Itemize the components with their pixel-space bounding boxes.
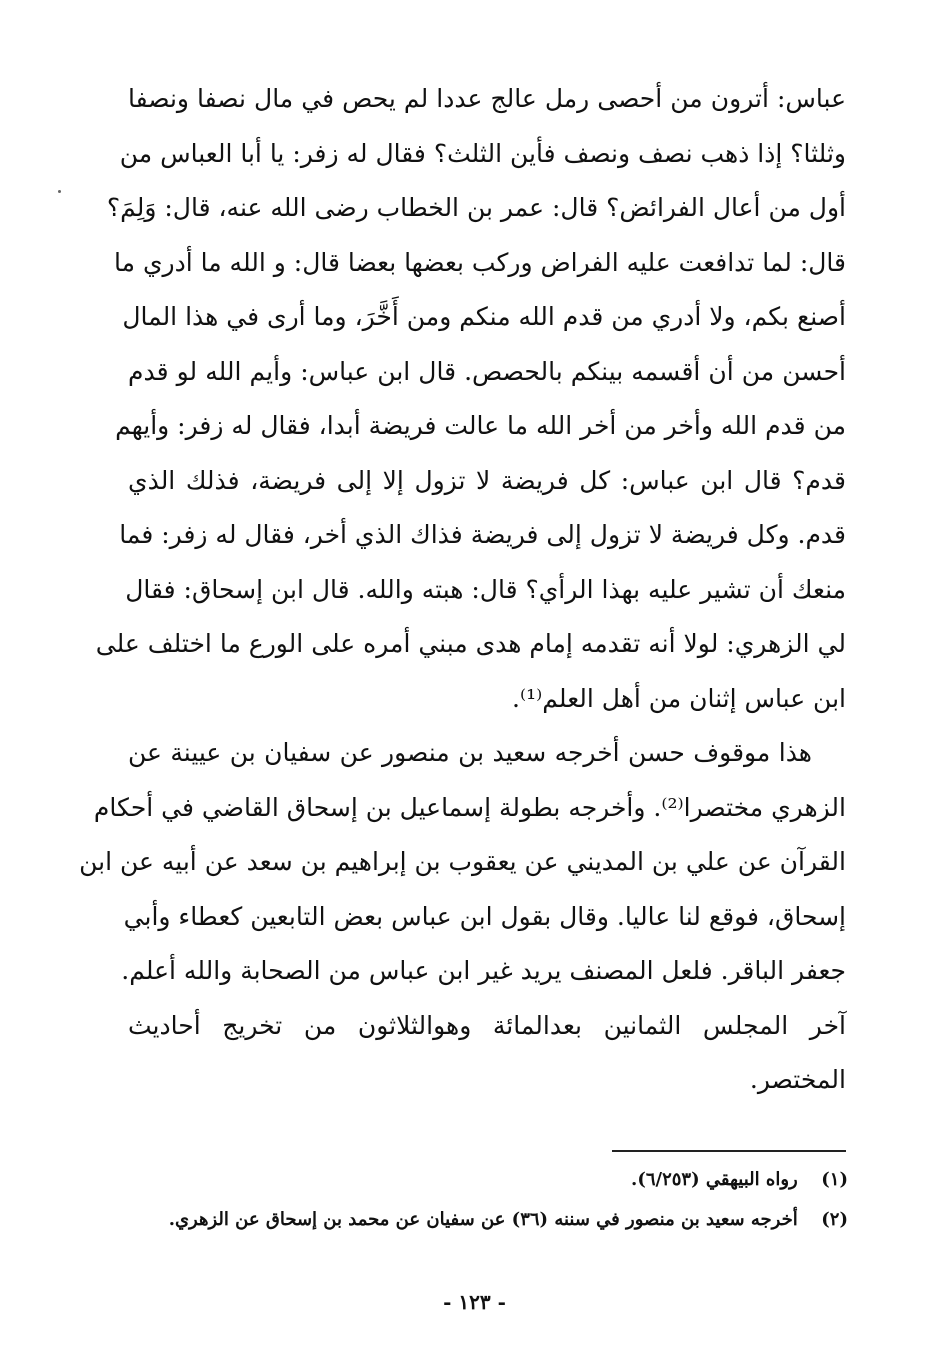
text-line: أول من أعال الفرائض؟ قال: عمر بن الخطاب رضى الله عنه، قال: وَلِمَ؟ (106, 193, 846, 222)
footnote-2 (110, 1200, 848, 1240)
paragraph-3 (128, 999, 846, 1108)
page-number: - ١٢٣ - (443, 1290, 506, 1314)
footnote-number: (٢) (821, 1209, 848, 1230)
text-line: القرآن عن علي بن المديني عن يعقوب بن إبراهيم بن سعد عن أبيه عن ابن (79, 847, 846, 876)
text-line: من قدم الله وأخر من أخر الله ما عالت فريضة أبدا، فقال له زفر: وأيهم (115, 411, 846, 440)
text-line: الزهري مختصرا⁽²⁾. وأخرجه بطولة إسماعيل بن إسحاق القاضي في أحكام (93, 792, 846, 822)
footnote-1 (110, 1160, 848, 1200)
text-line: جعفر الباقر. فلعل المصنف يريد غير ابن عباس من الصحابة والله أعلم. (121, 956, 846, 985)
footnote-number: (١) (821, 1169, 848, 1190)
text-line: آخر المجلس الثمانين بعدالمائة وهوالثلاثون من تخريج أحاديث (128, 1010, 846, 1040)
text-line: المختصر. (749, 1065, 846, 1094)
footnote-text: رواه البيهقي (٦/٢٥٣). (631, 1169, 798, 1190)
text-line: قدم؟ قال ابن عباس: كل فريضة لا تزول إلا إلى فريضة، فذلك الذي (128, 465, 846, 495)
text-line: قال: لما تدافعت عليه الفراض وركب بعضها بعضا قال: و الله ما أدري ما (113, 247, 846, 277)
text-line: لي الزهري: لولا أنه تقدمه إمام هدى مبني أمره على الورع ما اختلف على (95, 629, 846, 658)
text-line: أحسن من أن أقسمه بينكم بالحصص. قال ابن عباس: وأيم الله لو قدم (128, 356, 846, 386)
text-line: إسحاق، فوقع لنا عاليا. وقال بقول ابن عباس بعض التابعين كعطاء وأبي (123, 901, 846, 931)
text-line: قدم. وكل فريضة لا تزول إلى فريضة فذاك الذي أخر، فقال له زفر: فما (119, 520, 846, 549)
scan-speck (58, 190, 61, 193)
text-line: عباس: أترون من أحصى رمل عالج عددا لم يحص في مال نصفا ونصفا (128, 84, 846, 113)
text-line: وثلثا؟ إذا ذهب نصف ونصف فأين الثلث؟ فقال له زفر: يا أبا العباس من (119, 138, 846, 168)
text-line: منعك أن تشير عليه بهذا الرأي؟ قال: هبته والله. قال ابن إسحاق: فقال (125, 574, 846, 604)
paragraph-1 (95, 72, 846, 726)
footnotes (110, 1160, 848, 1240)
text-line: هذا موقوف حسن أخرجه سعيد بن منصور عن سفيان بن عيينة عن (128, 738, 812, 767)
text-line: أصنع بكم، ولا أدري من قدم الله منكم ومن أَخَّرَ، وما أرى في هذا المال (122, 302, 846, 331)
footnote-divider (612, 1150, 846, 1152)
text-line: ابن عباس إثنان من أهل العلم⁽¹⁾. (512, 683, 846, 713)
main-text (79, 72, 846, 1108)
paragraph-2 (79, 726, 846, 999)
footnote-text: أخرجه سعيد بن منصور في سننه (٣٦) عن سفيان عن محمد بن إسحاق عن الزهري. (168, 1209, 798, 1230)
